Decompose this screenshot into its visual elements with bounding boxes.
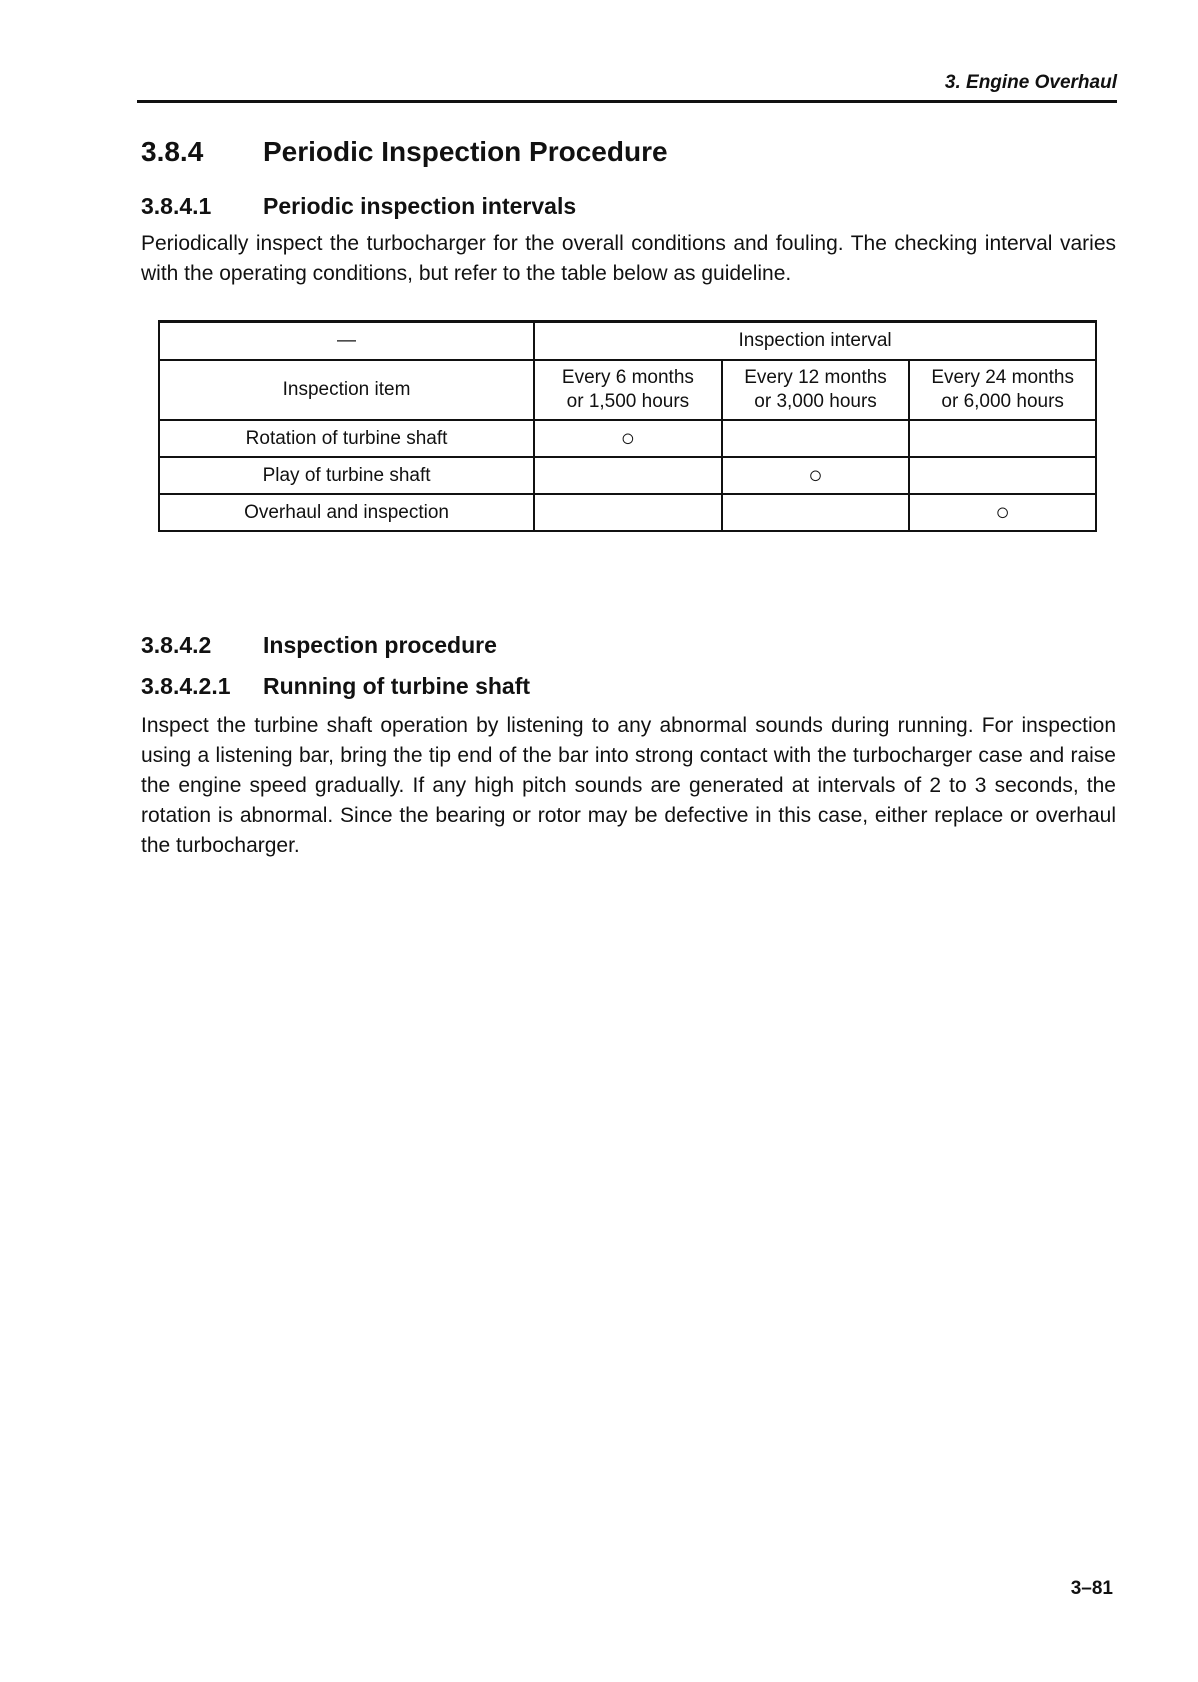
table-header-row: [159, 322, 1096, 361]
subsection-title: Inspection procedure: [263, 632, 497, 658]
inspection-interval-table: [158, 320, 1097, 532]
interval-line2: or 3,000 hours: [754, 391, 877, 412]
page-header: [137, 70, 1117, 103]
item-header-cell: Inspection item: [159, 360, 534, 420]
interval-column-header: [534, 360, 722, 420]
interval-mark-cell: ○: [534, 420, 722, 457]
interval-header-cell: Inspection interval: [534, 322, 1096, 361]
section-title: Periodic Inspection Procedure: [263, 136, 668, 167]
table-row: [159, 420, 1096, 457]
interval-mark-cell: [909, 420, 1096, 457]
interval-line1: Every 24 months: [931, 367, 1074, 388]
interval-column-header: [722, 360, 910, 420]
subsubsection-number: 3.8.4.2.1: [141, 673, 231, 699]
interval-mark-cell: [909, 457, 1096, 494]
table-row: [159, 457, 1096, 494]
interval-mark-cell: [722, 420, 910, 457]
inspection-item-cell: Overhaul and inspection: [159, 494, 534, 531]
intervals-paragraph: Periodically inspect the turbocharger for the overall conditions and fouling. The checking interval varies with the operating conditions, but refer to the table below as guideline.: [141, 232, 1116, 285]
subsubsection-heading-running: [141, 673, 530, 700]
inspection-item-cell: Play of turbine shaft: [159, 457, 534, 494]
interval-mark-cell: ○: [722, 457, 910, 494]
subsubsection-title: Running of turbine shaft: [263, 673, 531, 699]
subsection-title: Periodic inspection intervals: [263, 193, 577, 219]
interval-line2: or 1,500 hours: [566, 391, 690, 412]
interval-mark-cell: [534, 457, 722, 494]
section-number: 3.8.4: [141, 136, 204, 167]
interval-mark-cell: ○: [909, 494, 1096, 531]
interval-line2: or 6,000 hours: [941, 391, 1064, 412]
inspection-item-cell: Rotation of turbine shaft: [159, 420, 534, 457]
table-corner-cell: —: [159, 322, 534, 361]
subsection-heading-intervals: [141, 193, 576, 220]
page-number: 3–81: [1070, 1578, 1113, 1599]
interval-mark-cell: [722, 494, 910, 531]
table-row: [159, 494, 1096, 531]
section-heading: [141, 136, 668, 168]
interval-line1: Every 6 months: [561, 367, 694, 388]
interval-column-header: [909, 360, 1096, 420]
table-subheader-row: [159, 360, 1096, 420]
subsection-number: 3.8.4.1: [141, 193, 212, 219]
chapter-title: 3. Engine Overhaul: [944, 72, 1117, 93]
interval-mark-cell: [534, 494, 722, 531]
subsection-heading-procedure: [141, 632, 497, 659]
running-paragraph: Inspect the turbine shaft operation by listening to any abnormal sounds during running. For inspection using a listening bar, bring the tip end of the bar into strong contact with the turbocharger case and raise the engine speed gradually. If any high pitch sounds are generated at intervals of 2 to 3 seconds, the rotation is abnormal. Since the bearing or rotor may be defective in this case, either replace or overhaul the turbocharger.: [141, 714, 1116, 857]
subsection-number: 3.8.4.2: [141, 632, 212, 658]
interval-line1: Every 12 months: [744, 367, 887, 388]
